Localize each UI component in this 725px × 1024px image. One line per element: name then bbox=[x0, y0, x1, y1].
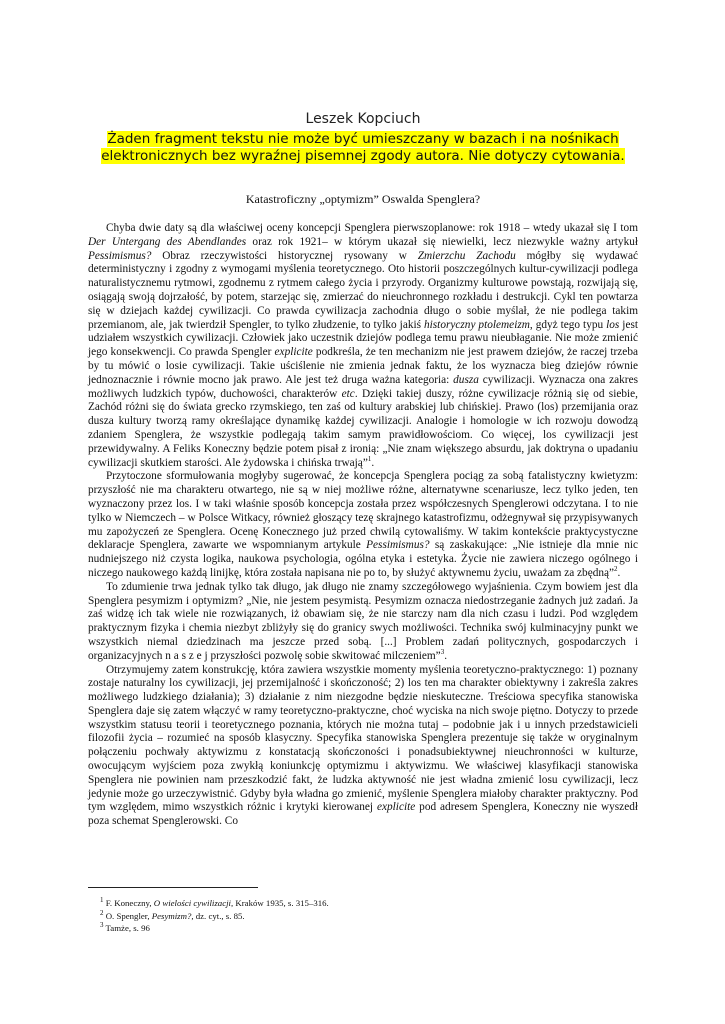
text-run: . Dzięki takiej duszy, różne cywilizacje różnią się od siebie, Zachód różni się do świata grecko rzymskiego, ten zaś od kultury arabskiej lub chińskiej. Prawo (los) przemijania oraz dusza kultury tworzą ramy określające dynamikę każdej cywilizacji. Analogie i homologie w ich rozwoju dowodzą zdaniem Spenglera, że wszystkie podlegają takim samym prawidłowościom. Co więcej, los cywilizacji jest przewidywalny. A Feliks Koneczny będzie potem pisał z ironią: „Nie znam większego absurdu, jak doktryna o upadaniu cywilizacji skutkiem starości. Ale żydowska i chińska trwają” bbox=[88, 387, 638, 469]
copyright-notice bbox=[88, 131, 638, 165]
text-run: są zaskakujące: „Nie istnieje dla mnie nic nudniejszego niż czysta logika, naukowa psychologia, ogólna etyka i estetyka. Życie nie zawiera niczego ogólnego i niczego naukowego każdą linijkę, która została napisana nie po to, by służyć aktywnemu życiu, uważam za zbędną” bbox=[88, 539, 639, 579]
text-run: , dz. cyt., s. 85. bbox=[191, 910, 245, 921]
italic-text: Zmierzchu Zachodu bbox=[417, 249, 516, 262]
footnote-separator bbox=[88, 887, 258, 888]
text-run: Tamże, s. 96 bbox=[103, 923, 150, 933]
copyright-notice-text: Żaden fragment tekstu nie może być umieszczany w bazach i na nośnikach elektronicznych bez wyraźnej pisemnej zgody autora. Nie dotyczy cytowania. bbox=[101, 131, 625, 164]
text-run: To zdumienie trwa jednak tylko tak długo, jak długo nie znamy szczegółowego wyjaśnienia. Czym bowiem jest dla Spenglera pesymizm i optymizm? „Nie, nie jestem pesymistą. Pesymizm oznacza niedostrzeganie żadnych już zadań. Ja zaś widzę ich tak wiele nie rozwiązanych, iż obawiam się, że nie starczy nam dla nich czasu i ludzi. Pod względem praktycznym fizyka i chemia niezbyt zbliżyły się do granicy swych możliwości. Technika swój kulminacyjny punkt we wszystkich niemal dziedzinach ma jeszcze przed sobą. [...] Problem zadań politycznych, gospodarczych i organizacyjnych n a s z e j przyszłości pozwolę sobie skwitować milczeniem” bbox=[88, 580, 638, 662]
text-run: Chyba dwie daty są dla właściwej oceny koncepcji Spenglera pierwszoplanowe: rok 1918 – wtedy ukazał się I tom bbox=[106, 222, 638, 234]
article-body bbox=[88, 222, 638, 829]
text-run: Przytoczone sformułowania mogłyby sugerować, że koncepcja Spenglera pociąg za sobą fatalistyczny kwietyzm: przyszłość nie ma charakteru otwartego, nie są w niej możliwe różne, alternatywne scenariusze, lecz tylko jeden, ten wyznaczony przez los. I w taki właśnie sposób koncepcja została przez współczesnych Spenglerowi odczytana. I to nie tylko w Niemczech – w Polsce Witkacy, również głoszący tezę skrajnego katastrofizmu, odżegnywał się przypisywanych mu zapożyczeń ze Spenglera. Ocenę Konecznego już przed chwilą cytowaliśmy. W takim kontekście praktycystyczne deklaracje Spenglera, zawarte we wspomnianym artykule bbox=[88, 470, 638, 552]
italic-text: explicite bbox=[376, 801, 416, 814]
paragraph bbox=[88, 222, 638, 470]
footnote-item bbox=[100, 910, 620, 923]
document-header bbox=[88, 110, 638, 165]
author-name: Leszek Kopciuch bbox=[305, 111, 421, 127]
footnote-marker: 3 bbox=[440, 647, 445, 656]
text-run: F. Koneczny, bbox=[103, 898, 154, 908]
text-run: pod adresem Spenglera, Koneczny nie wyszedł poza schemat Spenglerowski. Co bbox=[88, 801, 638, 828]
italic-text: los bbox=[606, 318, 620, 331]
text-run: podkreśla, że ten mechanizm nie jest prawem dziejów, że raczej trzeba by tu mówić o losie cywilizacji. Takie uściślenie nie zmienia jednak faktu, że los wyznacza bieg dziejów równie jednoznacznie i równie mocno jak prawo. Ale jest też druga ważna kategoria: bbox=[88, 346, 638, 386]
footnote-item bbox=[100, 897, 620, 910]
footnote-marker: 2 bbox=[100, 908, 104, 917]
text-run: . bbox=[371, 456, 375, 469]
text-run: jest udziałem wszystkich cywilizacji. Człowiek jako uczestnik dziejów podlega temu prawu nieubłaganie. Nie może zmienić jego konsekwencji. Co prawda Spengler bbox=[88, 318, 638, 359]
italic-text: Pessimismus? bbox=[366, 539, 430, 552]
text-run: O. Spengler, bbox=[103, 910, 152, 921]
italic-text: etc bbox=[341, 387, 355, 400]
footnote-marker: 2 bbox=[614, 565, 618, 574]
article-title: Katastroficzny „optymizm” Oswalda Spenglera? bbox=[245, 192, 481, 206]
paragraph bbox=[88, 470, 638, 580]
italic-text: Pessimismus? bbox=[88, 249, 152, 262]
footnote-marker: 1 bbox=[367, 454, 372, 463]
italic-text: Der Untergang des Abendlandes bbox=[88, 235, 247, 248]
text-run: oraz rok 1921– w którym ukazał się niewielki, lecz niezwykle ważny artykuł bbox=[246, 235, 639, 248]
text-run: Obraz rzeczywistości historycznej rysowany w bbox=[151, 249, 418, 262]
text-run: mógłby się wydawać deterministyczny i zgodny z wymogami myślenia teoretycznego. Oto historii poszczególnych kultur-cywilizacji podlega naturalistycznemu rytmowi, zgodnemu z rytmem całego życia i przyrody. Organizmy kulturowe powstają, rozwijają się, osiągają swoją dojrzałość, by potem, starzejąc się, zmierzać do nieuchronnego rozkładu i destrukcji. Cykl ten powtarza się w dziejach każdej cywilizacji. Co prawda cywilizacja zachodnia długo o sobie myślał, że nie podlega takim przemianom, ale, jak twierdził Spengler, to tylko złudzenie, to tylko jakiś bbox=[88, 249, 638, 331]
footnote-marker: 1 bbox=[100, 896, 104, 905]
italic-text: dusza bbox=[453, 373, 479, 386]
footnote-marker: 3 bbox=[100, 921, 104, 930]
italic-text: explicite bbox=[274, 346, 313, 359]
text-run: Otrzymujemy zatem konstrukcję, która zawiera wszystkie momenty myślenia teoretyczno-praktycznego: 1) poznany zostaje naturalny los cywilizacji, jej przemijalność i skończoność; 2) los ten ma charakter obiektywny i zakreśla zakres możliwego ludzkiego działania); 3) działanie z nim niezgodne będzie nieskuteczne. Treściowa specyfika stanowiska Spenglera daje się zatem włączyć w ramy teoretyczno-praktyczne, choć wyciska na nich swoje piętno. Dotyczy to przede wszystkim statusu teorii i teoretycznego poznania, których nie można tutaj – podobnie jak i u innych przedstawicieli filozofii życia – rozumieć na sposób klasyczny. Specyfika stanowiska Spenglera prezentuje się także w oryginalnym połączeniu pochwały aktywizmu z konstatacją skończoności i ponadsubiektywnej nieuchronności w kulturze, owocującym wyjściem poza zwykłą koniunkcję optymizmu i aktywizmu. We właściwej klasyfikacji stanowiska Spenglera nie powinien nam przeszkodzić fakt, że ludzka aktywność nie jest władna zmienić losu cywilizacji, lecz jedynie może go urzeczywistnić. Gdyby była władna go zmienić, myślenie Spenglera miałoby charakter praktyczny. Pod tym względem, mimo wszystkich różnic i krytyki kierowanej bbox=[88, 663, 638, 814]
text-run: . bbox=[617, 566, 621, 579]
text-run: , gdyż tego typu bbox=[529, 318, 607, 331]
paragraph bbox=[88, 664, 638, 830]
italic-text: O wielości cywilizacji bbox=[153, 898, 231, 908]
paragraph bbox=[88, 581, 638, 664]
text-run: cywilizacji. Wyznacza ona zakres możliwych ludzkich typów, duchowości, charakterów bbox=[88, 373, 638, 400]
italic-text: historyczny ptolemeizm bbox=[424, 318, 530, 331]
footnote-item bbox=[100, 922, 620, 935]
text-run: . bbox=[444, 649, 448, 662]
italic-text: Pesymizm? bbox=[151, 910, 192, 921]
text-run: , Kraków 1935, s. 315–316. bbox=[231, 898, 329, 908]
footnotes bbox=[100, 897, 620, 935]
